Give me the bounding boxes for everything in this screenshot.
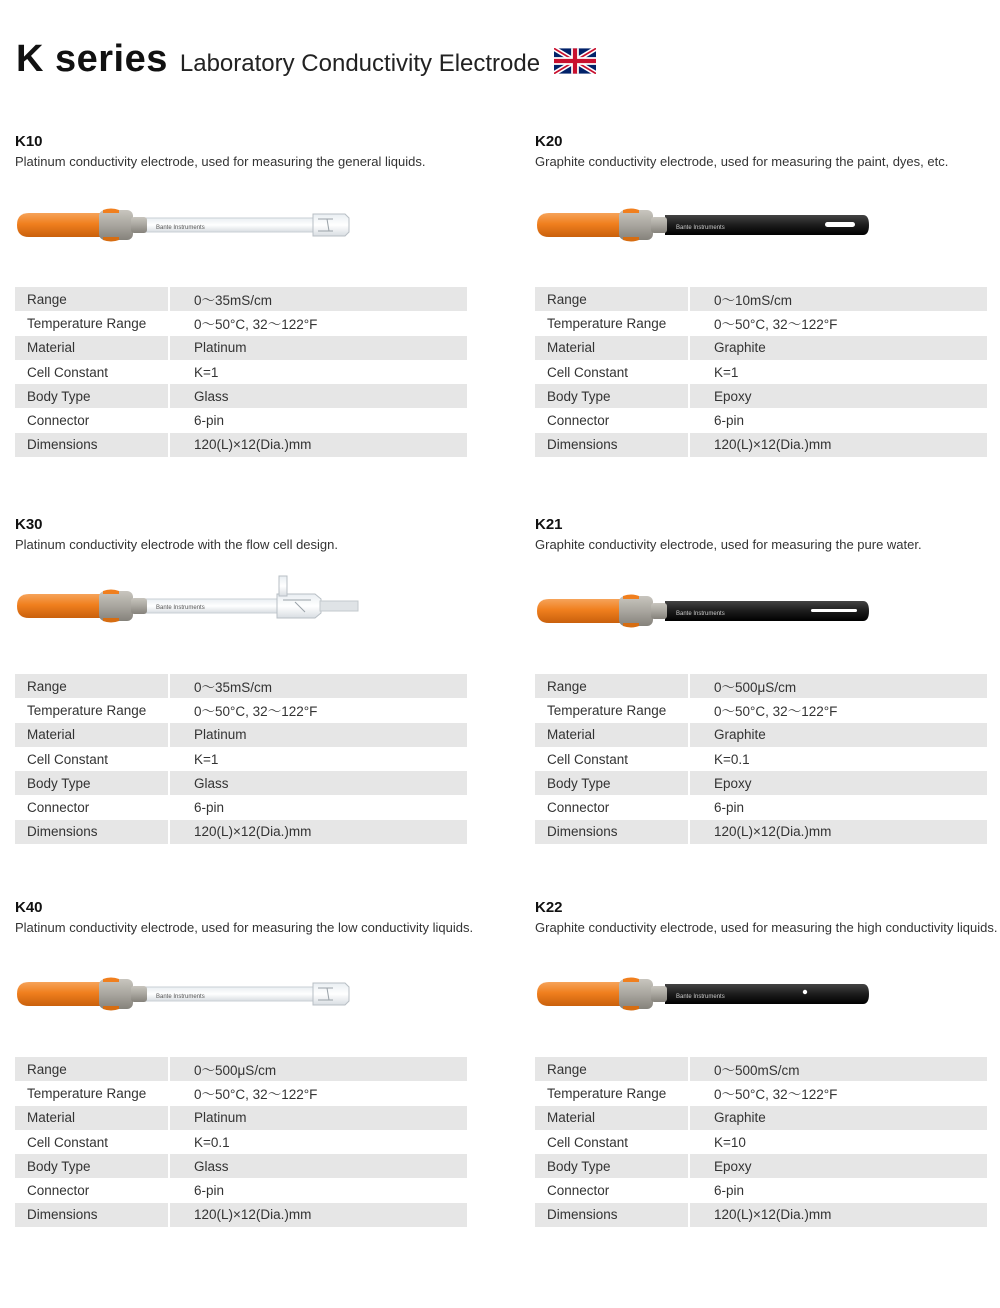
product-description: Graphite conductivity electrode, used for measuring the pure water. (535, 537, 922, 552)
spec-value: Platinum (169, 1106, 467, 1130)
spec-value: 120(L)×12(Dia.)mm (689, 1203, 987, 1227)
product-k30 (15, 516, 485, 840)
spec-value: Epoxy (689, 384, 987, 408)
product-name: K21 (535, 516, 563, 533)
spec-label: Dimensions (535, 1203, 689, 1227)
spec-value: 0～50°C, 32～122°F (714, 317, 838, 333)
spec-label: Connector (535, 795, 689, 819)
spec-label: Body Type (15, 771, 169, 795)
spec-value: K=1 (194, 364, 219, 380)
spec-value: 0～50°C, 32～122°F (194, 1087, 318, 1103)
spec-label: Range (535, 287, 689, 311)
uk-flag-icon (554, 48, 596, 74)
spec-label: Temperature Range (535, 311, 689, 335)
spec-label: Cell Constant (535, 1130, 689, 1154)
spec-table (535, 287, 987, 457)
spec-label: Material (535, 1106, 689, 1130)
spec-label: Range (15, 1057, 169, 1081)
spec-table (535, 1057, 987, 1227)
spec-label: Connector (535, 408, 689, 432)
spec-label: Material (535, 723, 689, 747)
spec-value: 120(L)×12(Dia.)mm (689, 820, 987, 844)
spec-value: 0～500μS/cm (689, 674, 987, 698)
spec-value: 0～35mS/cm (169, 287, 467, 311)
spec-value: 6-pin (714, 800, 745, 816)
spec-value: 120(L)×12(Dia.)mm (169, 433, 467, 457)
brand-label: Bante Instruments (156, 605, 205, 611)
product-description: Platinum conductivity electrode with the flow cell design. (15, 537, 338, 552)
product-name: K20 (535, 133, 563, 150)
spec-label: Body Type (535, 1154, 689, 1178)
product-description: Graphite conductivity electrode, used for measuring the paint, dyes, etc. (535, 154, 949, 169)
spec-label: Connector (15, 795, 169, 819)
spec-label: Body Type (535, 384, 689, 408)
spec-label: Connector (15, 408, 169, 432)
spec-value: 0～35mS/cm (169, 674, 467, 698)
product-name: K40 (15, 899, 43, 916)
product-description: Platinum conductivity electrode, used for measuring the general liquids. (15, 154, 426, 169)
spec-value: Glass (169, 771, 467, 795)
spec-table (15, 287, 467, 457)
spec-value: 0～500mS/cm (689, 1057, 987, 1081)
spec-value: K=0.1 (194, 1134, 230, 1150)
product-k40 (15, 899, 485, 1223)
spec-label: Temperature Range (535, 698, 689, 722)
graphite-electrode-image (535, 205, 895, 245)
spec-label: Range (15, 287, 169, 311)
spec-label: Body Type (15, 1154, 169, 1178)
page-header (16, 38, 596, 90)
spec-label: Range (15, 674, 169, 698)
spec-label: Body Type (535, 771, 689, 795)
spec-table (15, 674, 467, 844)
brand-label: Bante Instruments (676, 611, 725, 617)
spec-value: 120(L)×12(Dia.)mm (689, 433, 987, 457)
spec-label: Dimensions (15, 820, 169, 844)
spec-label: Material (15, 1106, 169, 1130)
product-name: K30 (15, 516, 43, 533)
spec-value: 6-pin (194, 1183, 225, 1199)
spec-label: Dimensions (15, 1203, 169, 1227)
graphite-electrode-image (535, 974, 895, 1014)
spec-label: Connector (535, 1178, 689, 1202)
product-k21 (535, 516, 1000, 840)
spec-value: Platinum (169, 336, 467, 360)
spec-label: Dimensions (15, 433, 169, 457)
spec-label: Range (535, 1057, 689, 1081)
spec-label: Dimensions (535, 820, 689, 844)
product-name: K22 (535, 899, 563, 916)
spec-value: Glass (169, 1154, 467, 1178)
spec-value: 6-pin (714, 1183, 745, 1199)
spec-value: K=10 (714, 1134, 746, 1150)
spec-label: Cell Constant (15, 360, 169, 384)
brand-label: Bante Instruments (156, 225, 205, 231)
spec-table (535, 674, 987, 844)
spec-value: K=1 (714, 364, 739, 380)
spec-value: 6-pin (194, 413, 225, 429)
spec-label: Material (15, 336, 169, 360)
spec-label: Connector (15, 1178, 169, 1202)
spec-label: Material (535, 336, 689, 360)
spec-value: Epoxy (689, 1154, 987, 1178)
spec-label: Temperature Range (15, 698, 169, 722)
spec-value: 0～10mS/cm (689, 287, 987, 311)
spec-value: K=1 (194, 751, 219, 767)
spec-value: Epoxy (689, 771, 987, 795)
page-subtitle: Laboratory Conductivity Electrode (179, 50, 541, 77)
spec-label: Material (15, 723, 169, 747)
spec-label: Temperature Range (15, 311, 169, 335)
brand-label: Bante Instruments (676, 994, 725, 1000)
spec-value: 0～50°C, 32～122°F (714, 704, 838, 720)
spec-label: Cell Constant (15, 1130, 169, 1154)
page-title: K series (16, 38, 168, 80)
spec-value: 120(L)×12(Dia.)mm (169, 820, 467, 844)
spec-value: 0～50°C, 32～122°F (194, 704, 318, 720)
product-description: Graphite conductivity electrode, used for measuring the high conductivity liquids. (535, 920, 998, 935)
product-k10 (15, 133, 485, 453)
spec-label: Temperature Range (535, 1081, 689, 1105)
spec-value: 120(L)×12(Dia.)mm (169, 1203, 467, 1227)
spec-label: Cell Constant (535, 747, 689, 771)
spec-value: Graphite (689, 1106, 987, 1130)
spec-value: Platinum (169, 723, 467, 747)
brand-label: Bante Instruments (156, 994, 205, 1000)
product-name: K10 (15, 133, 43, 150)
flow-cell-electrode-image (15, 572, 375, 628)
spec-value: 0～50°C, 32～122°F (714, 1087, 838, 1103)
product-k20 (535, 133, 1000, 453)
glass-electrode-image (15, 205, 375, 245)
spec-value: Graphite (689, 336, 987, 360)
spec-value: Graphite (689, 723, 987, 747)
product-description: Platinum conductivity electrode, used for measuring the low conductivity liquids. (15, 920, 474, 935)
spec-table (15, 1057, 467, 1227)
glass-electrode-image (15, 974, 375, 1014)
spec-label: Body Type (15, 384, 169, 408)
spec-label: Temperature Range (15, 1081, 169, 1105)
spec-label: Cell Constant (15, 747, 169, 771)
spec-label: Cell Constant (535, 360, 689, 384)
graphite-electrode-image (535, 591, 895, 631)
spec-value: 6-pin (714, 413, 745, 429)
brand-label: Bante Instruments (676, 225, 725, 231)
spec-label: Dimensions (535, 433, 689, 457)
spec-value: Glass (169, 384, 467, 408)
spec-value: 0～500μS/cm (169, 1057, 467, 1081)
spec-value: K=0.1 (714, 751, 750, 767)
product-k22 (535, 899, 1000, 1223)
spec-value: 6-pin (194, 800, 225, 816)
spec-value: 0～50°C, 32～122°F (194, 317, 318, 333)
spec-label: Range (535, 674, 689, 698)
